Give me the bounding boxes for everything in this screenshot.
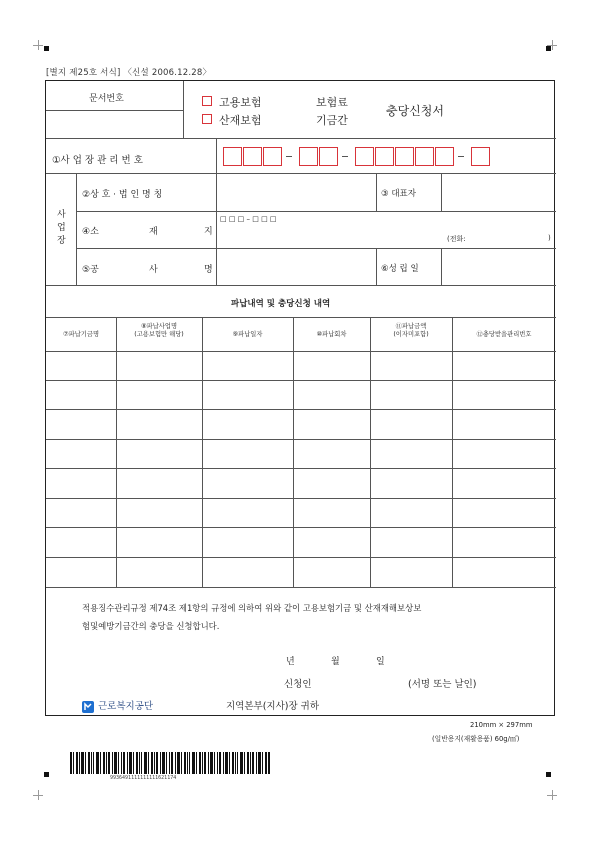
company-name-label: ②상 호 · 법 인 명 칭 [82, 190, 163, 200]
separator-dash [342, 156, 348, 157]
project-name-field[interactable] [218, 250, 374, 283]
separator-dash [286, 156, 292, 157]
digit-box[interactable] [243, 147, 262, 166]
postal-code-boxes: □ □ □ – □ □ □ [220, 215, 277, 223]
paper-size: 210mm × 297mm [470, 721, 533, 729]
registration-mark [546, 772, 551, 777]
project-label-a: ⑤공 [82, 265, 99, 275]
doc-number-label: 문서번호 [89, 94, 124, 104]
recipient: 지역본부(지사)장 귀하 [226, 701, 320, 712]
address-field[interactable] [218, 213, 554, 246]
address-label-a: ④소 [82, 227, 99, 237]
declaration-line-1: 적용징수관리규정 제74조 제1항의 규정에 의하여 위와 같이 고용보험기금 및 산재재해보상보 [82, 603, 422, 613]
col-header-project: ⑧파납사업명 (고용보험만 해당) [134, 323, 184, 338]
form-title: 충당신청서 [386, 104, 444, 118]
project-label-b: 사 [149, 265, 158, 275]
employment-insurance-label: 고용보험 [219, 96, 262, 109]
date-day: 일 [376, 657, 385, 667]
representative-label: ③ 대표자 [381, 189, 416, 199]
declaration-line-2: 험및예방기금간의 충당을 신청합니다. [82, 621, 220, 631]
project-label-c: 명 [204, 265, 213, 275]
founded-date-field[interactable] [443, 250, 554, 283]
date-year: 년 [286, 657, 295, 667]
industrial-insurance-checkbox[interactable] [202, 114, 212, 124]
section-title: 파납내역 및 충당신청 내역 [231, 299, 331, 309]
digit-box[interactable] [355, 147, 374, 166]
company-name-field[interactable] [218, 175, 374, 209]
agency-name: 근로복지공단 [98, 701, 154, 712]
date-month: 월 [331, 657, 340, 667]
col-header-date: ⑨파납일자 [232, 331, 263, 338]
separator-dash [458, 156, 464, 157]
form-header: [별지 제25호 서식] 〈신설 2006.12.28〉 [46, 68, 212, 78]
business-site-label: 사 업 장 [57, 210, 66, 246]
crop-mark [33, 795, 43, 796]
digit-box[interactable] [263, 147, 282, 166]
registration-mark [546, 46, 551, 51]
applicant-field[interactable] [321, 671, 411, 689]
table-body[interactable] [46, 352, 556, 587]
biz-mgmt-no-label: ①사 업 장 관 리 번 호 [52, 155, 143, 166]
doc-number-field[interactable] [47, 111, 182, 137]
representative-field[interactable] [443, 175, 554, 209]
barcode-number: 9936491111111111621174 [110, 775, 177, 781]
registration-mark [44, 772, 49, 777]
application-form [45, 80, 555, 716]
digit-box[interactable] [319, 147, 338, 166]
phone-label: (전화: [447, 235, 466, 243]
digit-box[interactable] [415, 147, 434, 166]
phone-close: ) [548, 234, 551, 242]
col-header-fund: ⑦파납기금명 [62, 331, 100, 338]
registration-mark [44, 46, 49, 51]
digit-box[interactable] [299, 147, 318, 166]
employment-insurance-checkbox[interactable] [202, 96, 212, 106]
digit-box[interactable] [395, 147, 414, 166]
title-line-premium: 보험료 [316, 96, 348, 109]
address-label-b: 재 [149, 227, 158, 237]
col-header-target-no: ⑫충당받을관리번호 [476, 331, 532, 338]
col-header-round: ⑩파납회차 [316, 331, 347, 338]
crop-mark [33, 45, 43, 46]
address-label-c: 지 [204, 227, 213, 237]
industrial-insurance-label: 산재보험 [219, 114, 262, 127]
title-line-fund: 기금간 [316, 114, 348, 127]
agency-logo-icon [82, 698, 94, 710]
founded-date-label: ⑥성 립 일 [381, 264, 419, 274]
col-header-amount: ⑪파납금액 (이자미포함) [393, 323, 429, 338]
date-field[interactable] [246, 649, 396, 667]
paper-type: (일반용지(재활용품) 60g/㎡) [432, 735, 520, 743]
applicant-label: 신청인 [284, 679, 312, 690]
digit-box[interactable] [223, 147, 242, 166]
digit-box[interactable] [471, 147, 490, 166]
crop-mark [547, 795, 557, 796]
digit-box[interactable] [435, 147, 454, 166]
signature-label: (서명 또는 날인) [408, 679, 477, 690]
digit-box[interactable] [375, 147, 394, 166]
biz-mgmt-no-boxes[interactable] [218, 141, 554, 171]
